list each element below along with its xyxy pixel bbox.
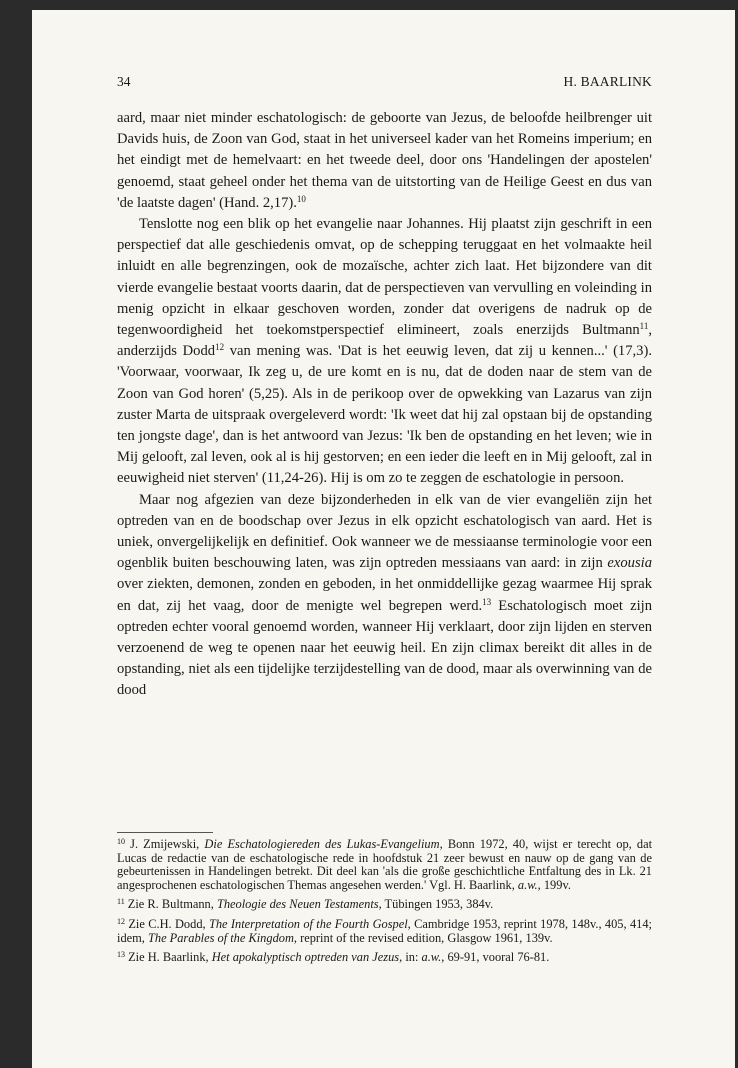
footnotes	[117, 838, 652, 971]
page-number: 34	[117, 74, 131, 89]
footnote-ref-11: 11	[639, 321, 649, 332]
footnote-separator	[117, 832, 213, 833]
footnote-ref-12: 12	[215, 342, 225, 353]
footnote-ref-13: 13	[482, 596, 492, 607]
footnote-12: $^{12}$ Zie C.H. Dodd, The Interpretation of the Fourth Gospel, Cambridge 1953, reprint 1978, 148v., 405, 414; idem, The Parables of the Kingdom, reprint of the revised edition, Glasgow 1961, 139v.	[117, 916, 652, 945]
paragraph-2: Tenslotte nog een blik op het evangelie naar Johannes. Hij plaatst zijn geschrift in een perspectief dat alle geschiedenis omvat, op de schepping teruggaat en het volmaakte heil inluidt en alle begrenzingen, ook de mozaïsche, achter zich laat. Het bijzondere van dit vierde evangelie bestaat voorts daarin, dat de perspectieven van vervulling en voleinding in menig opzicht in elkaar geschoven worden, zonder dat overigens de nadruk op de tegenwoordigheid het toekomstperspectief elimineert, zoals enerzijds Bultmann$^{11}$, anderzijds Dodd$^{12}$ van mening was. 'Dat is het eeuwig leven, dat zij u kennen...' (17,3). 'Voorwaar, voorwaar, Ik zeg u, de ure komt en is nu, dat de doden naar de stem van de Zoon van God horen' (5,25). Als in de perikoop over de opwekking van Lazarus van zijn zuster Marta de uitspraak overgeleverd wordt: 'Ik weet dat hij zal opstaan bij de opstanding ten jongste dage', dan is het antwoord van Jezus: 'Ik ben de opstanding en het leven; wie in Mij gelooft, zal leven, ook al is hij gestorven; en een ieder die leeft en in Mij gelooft, zal in eeuwigheid niet sterven' (11,24-26). Hij is om zo te zeggen de eschatologie in persoon.	[117, 216, 652, 487]
footnote-ref-10: 10	[296, 193, 306, 204]
italic-term: exousia	[607, 555, 652, 572]
paragraph-1: aard, maar niet minder eschatologisch: de geboorte van Jezus, de beloofde heilbrenger uit Davids huis, de Zoon van God, staat in het universeel kader van het Romeins imperium; en het eindigt met de hemelvaart: en het tweede deel, door ons 'Handelingen der apostelen' genoemd, staat geheel onder het thema van de uitstorting van de Heilige Geest en dus van 'de laatste dagen' (Hand. 2,17).$^{10}$	[117, 110, 652, 211]
footnote-11: $^{11}$ Zie R. Bultmann, Theologie des Neuen Testaments, Tübingen 1953, 384v.	[117, 897, 494, 912]
paragraph-3: Maar nog afgezien van deze bijzonderheden in elk van de vier evangeliën zijn het optreden van en de boodschap over Jezus in elk opzicht eschatologisch van aard. Het is uniek, onvergelijkelijk en definitief. Ook wanneer we de messiaanse terminologie voor een ogenblik buiten beschouwing laten, was zijn optreden messiaans van aard: in zijn exousia over ziekten, demonen, zonden en geboden, in het onmiddellijke gezag waarmee Hij sprak en dat, zij het vaag, door de menigte wel begrepen werd.$^{13}$ Eschatologisch moet zijn optreden echter vooral genoemd worden, wanneer Hij verklaart, door zijn lijden en sterven verzoenend de weg te openen naar het eeuwig heil. En zijn climax bereikt dit alles in de opstanding, niet als een tijdelijke terzijdestelling van de dood, maar als overwinning van de dood	[117, 491, 652, 699]
footnote-13: $^{13}$ Zie H. Baarlink, Het apokalyptisch optreden van Jezus, in: a.w., 69-91, vooral 76-81.	[117, 950, 550, 965]
main-text	[117, 108, 652, 702]
running-head-author: H. BAARLINK	[563, 74, 652, 89]
footnote-10: $^{10}$ J. Zmijewski, Die Eschatologiereden des Lukas-Evangelium, Bonn 1972, 40, wijst er terecht op, dat Lucas de redactie van de eschatologische rede in hoofdstuk 21 zeer bewust en nauw op de gang van de gebeurtenissen in Handelingen betrekt. Dit deel kan 'als die große geschichtliche Entfaltung des in Lk. 21 angesprochenen eschatologischen Themas angesehen werden.' Vgl. H. Baarlink, a.w., 199v.	[117, 837, 653, 892]
